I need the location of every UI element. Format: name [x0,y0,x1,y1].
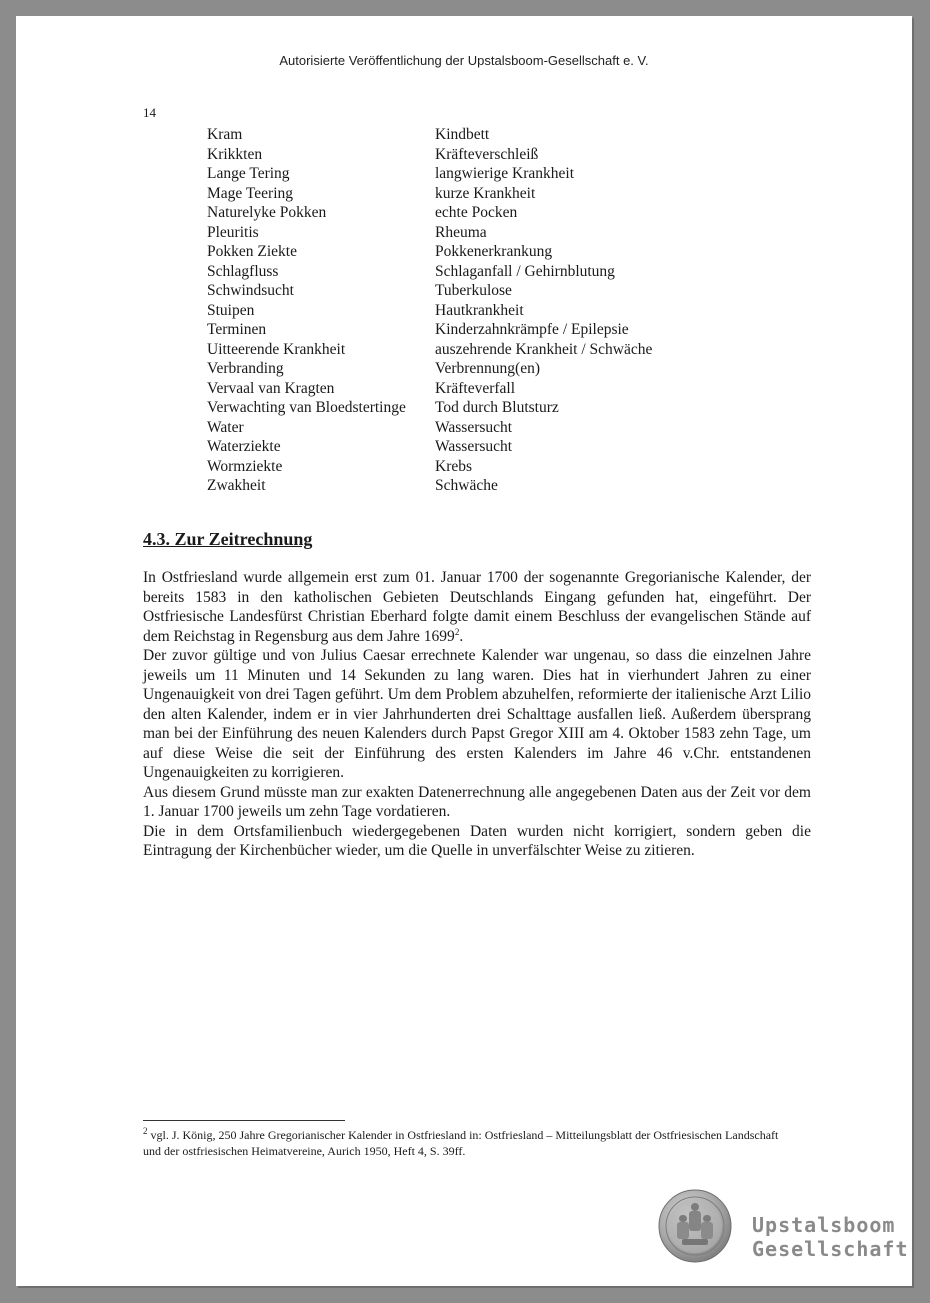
term-row [207,457,652,477]
society-logo [752,1213,909,1261]
dutch-term: Naturelyke Pokken [207,204,327,221]
document-page [16,16,912,1286]
page-number: 14 [143,105,156,120]
term-row [207,340,652,360]
dutch-term: Schlagfluss [207,262,279,280]
german-term: Rheuma [435,223,487,241]
german-term: echte Pocken [435,204,518,221]
german-term: Schwäche [435,477,498,494]
dutch-term: Lange Tering [207,165,290,182]
paragraph-1-text: In Ostfriesland wurde allgemein erst zum 01. Januar 1700 der sogenannte Gregorianische Kalender, der bereits 1583 in den katholischen Gebieten Deutschlands Eingang gefunden hat, eingeführt. Der Ostfriesische Landesfürst Christian Eberhard folgte damit einem Beschluss der evangelischen Stände auf dem Reichstag in Regensburg aus dem Jahre 1699 [143,569,811,645]
seal-icon [658,1189,732,1263]
term-row [207,320,652,340]
footnote-divider [143,1120,345,1121]
footnote-text: vgl. J. König, 250 Jahre Gregorianischer Kalender in Ostfriesland in: Ostfriesland – Mitteilungsblatt der Ostfriesischen Landschaft und der ostfriesischen Heimatvereine, Aurich 1950, Heft 4, S. 39ff. [143,1128,779,1158]
paragraph-1 [143,568,811,646]
dutch-term: Mage Teering [207,184,293,202]
term-row [207,359,652,379]
dutch-term: Kram [207,126,243,143]
term-row [207,437,652,457]
german-term: Tod durch Blutsturz [435,399,559,416]
footnote-mark: 2 [143,1126,148,1136]
german-term: Wassersucht [435,438,513,455]
paragraph-1-end: . [459,627,464,645]
term-row [207,164,652,184]
dutch-term: Vervaal van Kragten [207,379,335,397]
dutch-term: Zwakheit [207,477,266,494]
section-body [143,568,811,861]
german-term: Pokkenerkrankung [435,243,553,260]
german-term: Kinderzahnkrämpfe / Epilepsie [435,321,629,338]
term-row [207,262,652,282]
term-row [207,301,652,321]
german-term: Schlaganfall / Gehirnblutung [435,262,615,280]
term-row [207,125,652,145]
term-row [207,184,652,204]
term-row [207,281,652,301]
dutch-term: Terminen [207,321,267,338]
logo-line-1: Upstalsboom [752,1213,896,1237]
german-term: Wassersucht [435,418,513,436]
dutch-term: Waterziekte [207,438,281,455]
german-term: langwierige Krankheit [435,165,575,182]
dutch-term: Wormziekte [207,457,283,475]
dutch-term: Water [207,418,244,436]
dutch-term: Uitteerende Krankheit [207,340,346,358]
german-term: Hautkrankheit [435,301,524,319]
footnote-reference[interactable]: 2 [454,626,460,637]
dutch-term: Verwachting van Bloedstertinge [207,399,406,416]
german-term: Kräfteverschleiß [435,145,539,163]
term-row [207,476,652,496]
term-row [207,242,652,262]
german-term: kurze Krankheit [435,184,536,202]
german-term: Verbrennung(en) [435,360,541,377]
logo-line-2: Gesellschaft [752,1237,909,1261]
section-title: 4.3. Zur Zeitrechnung [143,529,313,549]
paragraph-4: Die in dem Ortsfamilienbuch wiedergegebenen Daten wurden nicht korrigiert, sondern geben die Eintragung der Kirchenbücher wieder, um die Quelle in unverfälschter Weise zu zitieren. [143,822,811,859]
dutch-term: Stuipen [207,301,255,319]
footnote [143,1127,783,1159]
term-row [207,398,652,418]
dutch-term: Pokken Ziekte [207,243,297,260]
dutch-term: Pleuritis [207,223,259,241]
term-row [207,145,652,165]
term-row [207,379,652,399]
dutch-term: Krikkten [207,145,263,163]
term-row [207,418,652,438]
german-term: Tuberkulose [435,282,512,299]
german-term: Kindbett [435,126,490,143]
paragraph-3: Aus diesem Grund müsste man zur exakten Datenerrechnung alle angegebenen Daten aus der Zeit vor dem 1. Januar 1700 jeweils um zehn Tage vordatieren. [143,783,811,820]
term-row [207,223,652,243]
term-row [207,203,652,223]
german-term: Kräfteverfall [435,379,516,397]
page-header: Autorisierte Veröffentlichung der Upstalsboom-Gesellschaft e. V. [279,53,649,68]
disease-terms-table [207,125,652,496]
dutch-term: Schwindsucht [207,282,294,299]
german-term: Krebs [435,457,473,475]
german-term: auszehrende Krankheit / Schwäche [435,340,653,358]
paragraph-2: Der zuvor gültige und von Julius Caesar errechnete Kalender war ungenau, so dass die einzelnen Jahre jeweils um 11 Minuten und 14 Sekunden zu lang waren. Dies hat in vierhundert Jahren zu einer Ungenauigkeit von drei Tagen geführt. Um dem Problem abzuhelfen, reformierte der italienische Arzt Lilio den alten Kalender, indem er in vier Jahrhunderten drei Schalttage ausfallen ließ. Außerdem übersprang man bei der Einführung des neuen Kalenders durch Papst Gregor XIII am 4. Oktober 1583 zehn Tage, um auf diese Weise die seit der Einführung des ersten Kalenders im Jahre 46 v.Chr. entstandenen Ungenauigkeiten zu korrigieren. [143,647,811,781]
dutch-term: Verbranding [207,360,284,377]
